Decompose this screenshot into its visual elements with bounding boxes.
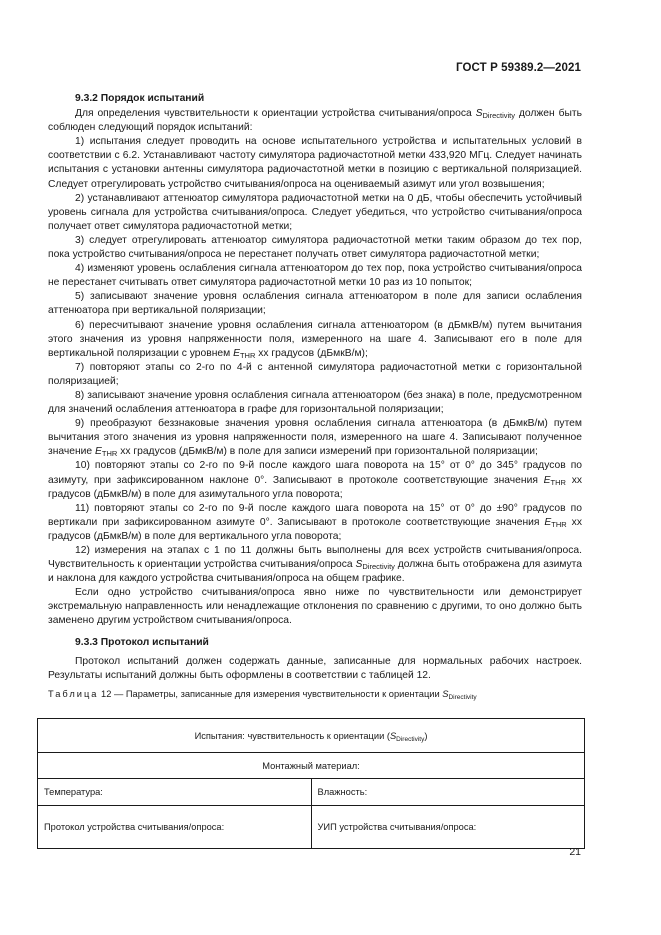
section-intro: Для определения чувствительности к ориентации устройства считывания/опроса $S_{Directivity}$ должен быть соблюден следующий порядок испытаний: xyxy=(48,108,582,134)
step-3: 3) следует отрегулировать аттенюатор симулятора радиочастотной метки таким образом до тех пор, пока устройство считывания/опроса не перестанет получать ответ симулятора радиочастотной метки; xyxy=(48,234,582,261)
table-title-cell: Испытания: чувствительность к ориентации $(S_{Directivity})$ xyxy=(38,719,585,753)
step-8: 8) записывают значение уровня ослабления сигнала аттенюатором (без знака) в поле, предусмотренном для значений ослабления аттенюатора в графе для горизонтальной поляризации; xyxy=(48,389,582,416)
page-number: 21 xyxy=(569,846,581,858)
step-4: 4) изменяют уровень ослабления сигнала аттенюатором до тех пор, пока устройство считывания/опроса не перестанет считывать ответ симулятора радиочастотной метки 10 раз из 10 попыток; xyxy=(48,263,582,289)
uip-protocol-cell: УИП устройства считывания/опроса: xyxy=(311,806,585,849)
table-row xyxy=(38,753,585,779)
table-caption: Таблица 12 — Параметры, записанные для измерения чувствительности к ориентации $S_{Directivity}$ xyxy=(48,688,477,701)
step-10: 10) повторяют этапы со 2-го по 9-й после каждого шага поворота на 15° от 0° до 345° градусов по азимуту, при зафиксированном наклоне 0°. Записывают в протоколе соответствующие значения $E_{THR}$ хх градусов (дБмкВ/м) в поле для азимутального угла поворота; xyxy=(48,460,582,500)
temperature-cell: Температура: xyxy=(38,779,312,806)
section-heading-9-3-3: 9.3.3 Протокол испытаний xyxy=(75,636,209,648)
step-2: 2) устанавливают аттенюатор симулятора радиочастотной метки на 0 дБ, чтобы обеспечить устойчивый уровень сигнала для устройства считывания/опроса. Следует убедиться, что устройство считывания/опроса получает ответ симулятора радиочастотной метки; xyxy=(48,192,582,232)
table-row xyxy=(38,779,585,806)
table-row xyxy=(38,806,585,849)
reader-protocol-cell: Протокол устройства считывания/опроса: xyxy=(38,806,312,849)
main-content xyxy=(48,92,582,701)
step-5: 5) записывают значение уровня ослабления сигнала аттенюатором в поле для записи ослабления аттенюатора при вертикальной поляризации; xyxy=(48,291,582,317)
table-row xyxy=(38,719,585,753)
parameters-table xyxy=(37,718,585,849)
step-7: 7) повторяют этапы со 2-го по 4-й с антенной симулятора радиочастотной метки с горизонтальной поляризацией; xyxy=(48,361,582,387)
step-1: 1) испытания следует проводить на основе испытательного устройства и испытательных условий в соответствии с 6.2. Устанавливают частоту симулятора радиочастотной метки 433,920 МГц. Следует начинать испытания с установки антенны симулятора радиочастотной метки в позицию с вертикальной поляризацией. Следует отрегулировать устройство считывания/опроса на оцениваемый азимут или угол возвышения; xyxy=(48,136,582,190)
step-12: 12) измерения на этапах с 1 по 11 должны быть выполнены для всех устройств считывания/опроса. Чувствительность к ориентации устройства считывания/опроса $S_{Directivity}$ должна быть отображена для азимута и наклона для каждого устройства считывания/опроса на общем графике. xyxy=(48,545,582,585)
document-code: ГОСТ Р 59389.2—2021 xyxy=(456,62,581,74)
protocol-paragraph: Протокол испытаний должен содержать данные, записанные для нормальных рабочих настроек. Результаты испытаний должны быть оформлены в соответствии с таблицей 12. xyxy=(48,655,582,681)
step-9: 9) преобразуют беззнаковые значения уровня ослабления сигнала аттенюатора (в дБмкВ/м) путем вычитания этого значения из уровня напряженности поля, измеренного на шаге 4. Записывают полученное значение $E_{THR}$ хх градусов (дБмкВ/м) в поле для записи измерений при горизонтальной поляризации; xyxy=(48,418,582,459)
mounting-material-cell: Монтажный материал: xyxy=(38,753,585,779)
closing-paragraph: Если одно устройство считывания/опроса явно ниже по чувствительности или демонстрирует экстремальную направленность или ненадлежащие отклонения по сравнению с другими, то оно должно быть заменено другим устройством считывания/опроса. xyxy=(48,587,582,627)
step-6: 6) пересчитывают значение уровня ослабления сигнала аттенюатором (в дБмкВ/м) путем вычитания этого значения из уровня напряженности поля, измеренного на шаге 4. Записывают его в поле для вертикальной поляризации с уровнем $E_{THR}$ хх градусов (дБмкВ/м); xyxy=(48,319,582,360)
humidity-cell: Влажность: xyxy=(311,779,585,806)
section-heading-9-3-2: 9.3.2 Порядок испытаний xyxy=(75,93,205,104)
step-11: 11) повторяют этапы со 2-го по 9-й после каждого шага поворота на 15° от 0° до ±90° градусов по вертикали при зафиксированном азимуте 0°. Записывают в протоколе соответствующие значения $E_{THR}$ хх градусов (дБмкВ/м) в поле для вертикального угла поворота; xyxy=(48,502,582,542)
